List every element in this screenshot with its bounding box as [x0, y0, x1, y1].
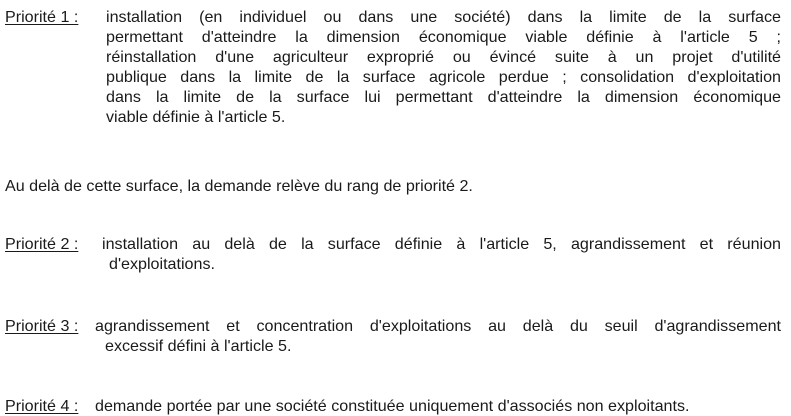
- priority-2-label: Priorité 2 :: [5, 235, 79, 253]
- intermediate-sentence: Au delà de cette surface, la demande relève du rang de priorité 2.: [5, 177, 473, 195]
- priority-1-line: viable définie à l'article 5.: [106, 108, 286, 126]
- priority-4-paragraph: [5, 396, 781, 416]
- priority-2-line: d'exploitations.: [109, 255, 215, 273]
- priority-1-text: [104, 7, 781, 27]
- priority-1-line: publique dans la limite de la surface agricole perdue ; consolidation d'exploitation: [106, 68, 781, 86]
- priority-3-label: Priorité 3 :: [5, 317, 79, 335]
- priority-1-paragraph: [5, 7, 781, 127]
- priority-3-line: agrandissement et concentration d'exploitations au delà du seuil d'agrandissement: [95, 317, 781, 335]
- priority-1-line: permettant d'atteindre la dimension économique viable définie à l'article 5 ;: [106, 28, 781, 46]
- priority-3-line: excessif défini à l'article 5.: [105, 337, 292, 355]
- priority-1-line: installation (en individuel ou dans une société) dans la limite de la surface: [106, 8, 781, 26]
- priority-4-label: Priorité 4 :: [5, 397, 79, 415]
- priority-2-line: installation au delà de la surface définie à l'article 5, agrandissement et réunion: [102, 235, 781, 253]
- priority-1-line: réinstallation d'une agriculteur exproprié ou évincé suite à un projet d'utilité: [106, 48, 781, 66]
- priority-2-paragraph: [5, 234, 781, 274]
- priority-3-paragraph: [5, 316, 781, 356]
- priority-1-label: Priorité 1 :: [5, 8, 79, 26]
- priority-1-line: dans la limite de la surface lui permettant d'atteindre la dimension économique: [106, 88, 781, 106]
- priority-4-line: demande portée par une société constituée uniquement d'associés non exploitants.: [95, 397, 690, 415]
